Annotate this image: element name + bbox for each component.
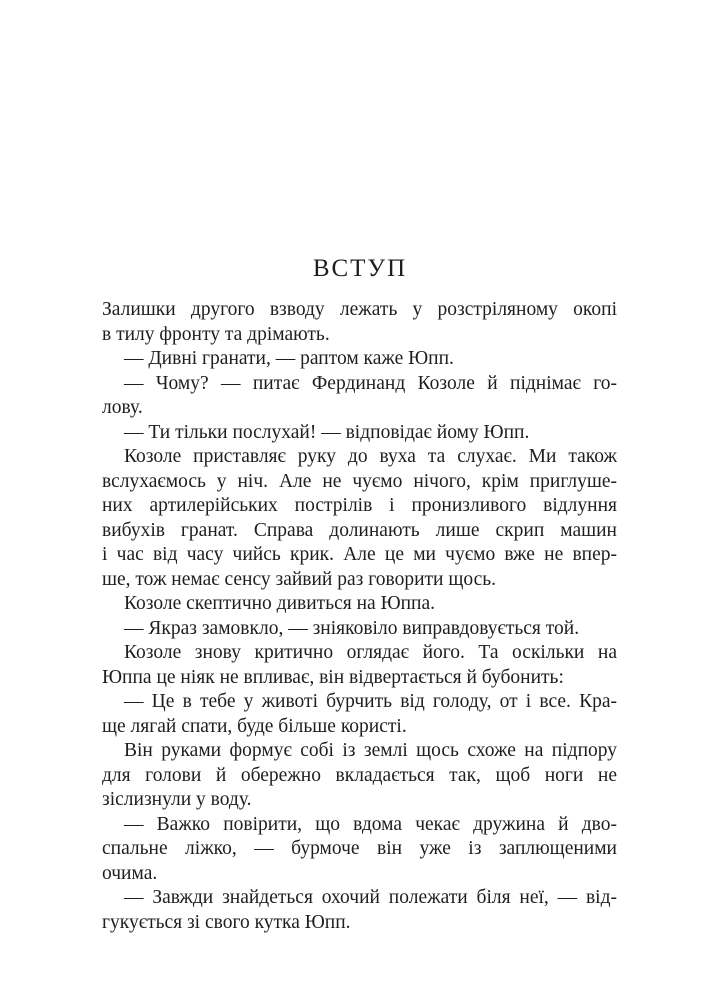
- text-line: Юппа це ніяк не впливає, він відвертається й бубонить:: [102, 666, 564, 688]
- text-line: лову.: [102, 397, 143, 418]
- body-text: [102, 298, 617, 935]
- text-line: Він руками формує собі із землі щось схоже на підпору: [124, 740, 617, 761]
- chapter-title: ВСТУП: [312, 255, 408, 282]
- text-line: вслухаємось у ніч. Але не чуємо нічого, крім приглуше-: [102, 470, 617, 492]
- text-line: зіслизнули у воду.: [102, 789, 252, 810]
- text-line: Козоле скептично дивиться на Юппа.: [124, 593, 436, 614]
- text-line: Козоле знову критично оглядає його. Та оскільки на: [124, 642, 617, 663]
- text-line: спальне ліжко, — бурмоче він уже із заплющеними: [102, 838, 617, 859]
- text-line: для голови й обережно вкладається так, щоб ноги не: [102, 764, 617, 786]
- text-line: Залишки другого взводу лежать у розстріляному окопі: [102, 299, 617, 320]
- text-line: — Чому? — питає Фердинанд Козоле й піднімає го-: [124, 372, 617, 394]
- text-line: — Якраз замовкло, — зніяковіло виправдовується той.: [124, 617, 580, 639]
- text-line: вибухів гранат. Справа долинають лише скрип машин: [102, 519, 617, 541]
- text-line: — Ти тільки послухай! — відповідає йому Юпп.: [124, 421, 530, 443]
- text-line: — Важко повірити, що вдома чекає дружина й дво-: [124, 813, 617, 835]
- text-line: в тилу фронту та дрімають.: [102, 323, 330, 345]
- text-line: Козоле приставляє руку до вуха та слухає. Ми також: [124, 446, 617, 467]
- text-line: очима.: [102, 862, 158, 884]
- text-line: них артилерійських пострілів і пронизливого відлуння: [102, 495, 617, 516]
- text-line: і час від часу чийсь крик. Але це ми чуємо вже не впер-: [102, 544, 617, 565]
- text-line: — Завжди знайдеться охочий полежати біля неї, — від-: [124, 887, 617, 908]
- text-line: гукується зі свого кутка Юпп.: [102, 911, 351, 933]
- text-line: — Це в тебе у животі бурчить від голоду, от і все. Кра-: [124, 691, 617, 712]
- text-line: ще лягай спати, буде більше користі.: [102, 715, 407, 737]
- text-line: — Дивні гранати, — раптом каже Юпп.: [124, 348, 454, 369]
- text-line: ше, тож немає сенсу зайвий раз говорити щось.: [102, 568, 497, 590]
